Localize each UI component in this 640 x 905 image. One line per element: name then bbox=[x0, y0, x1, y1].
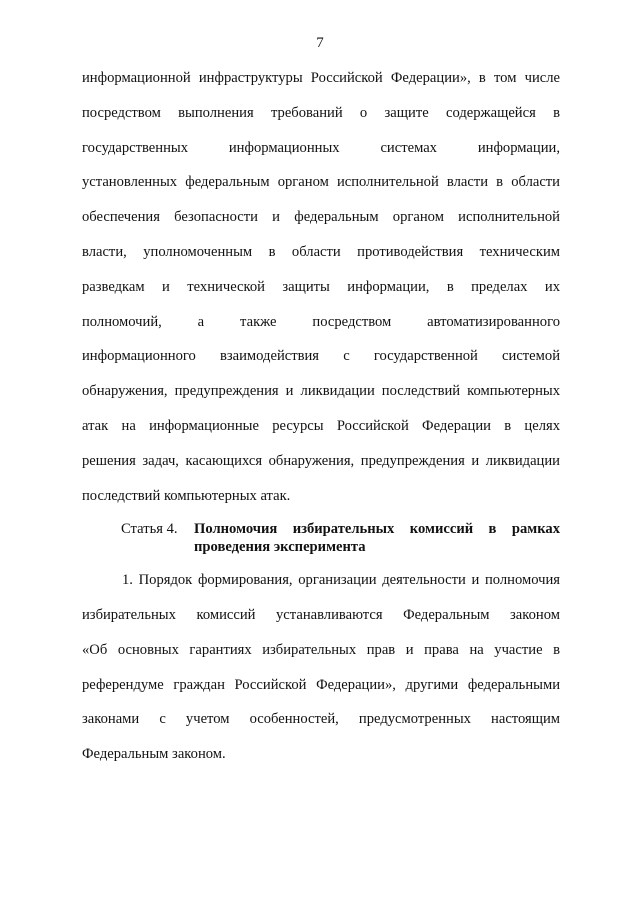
text-line: разведкам и технической защиты информации, в пределах их bbox=[82, 279, 560, 295]
text-line: власти, уполномоченным в области противодействия техническим bbox=[82, 244, 560, 260]
text-line: информационного взаимодействия с государственной системой bbox=[82, 348, 560, 364]
text-line: решения задач, касающихся обнаружения, предупреждения и ликвидации bbox=[82, 453, 560, 469]
text-line: «Об основных гарантиях избирательных прав и права на участие в bbox=[82, 642, 560, 658]
article-title bbox=[194, 520, 560, 556]
text-line: Федеральным законом. bbox=[82, 746, 226, 762]
text-line: информационной инфраструктуры Российской Федерации», в том числе bbox=[82, 70, 560, 86]
text-line: 1. Порядок формирования, организации деятельности и полномочия bbox=[122, 572, 560, 588]
text-line: референдуме граждан Российской Федерации», другими федеральными bbox=[82, 677, 560, 693]
text-line: законами с учетом особенностей, предусмотренных настоящим bbox=[82, 711, 560, 727]
article-title-line: проведения эксперимента bbox=[194, 539, 366, 555]
text-line: посредством выполнения требований о защите содержащейся в bbox=[82, 105, 560, 121]
article-title-line: Полномочия избирательных комиссий в рамках bbox=[194, 521, 560, 537]
text-line: избирательных комиссий устанавливаются Федеральным законом bbox=[82, 607, 560, 623]
article-label: Статья 4. bbox=[121, 521, 178, 537]
text-line: атак на информационные ресурсы Российской Федерации в целях bbox=[82, 418, 560, 434]
text-line: установленных федеральным органом исполнительной власти в области bbox=[82, 174, 560, 190]
page-number: 7 bbox=[316, 35, 324, 51]
text-line: последствий компьютерных атак. bbox=[82, 488, 291, 504]
text-line: обеспечения безопасности и федеральным органом исполнительной bbox=[82, 209, 560, 225]
text-line: обнаружения, предупреждения и ликвидации последствий компьютерных bbox=[82, 383, 560, 399]
text-line: государственных информационных системах информации, bbox=[82, 140, 560, 156]
text-line: полномочий, а также посредством автоматизированного bbox=[82, 314, 560, 330]
